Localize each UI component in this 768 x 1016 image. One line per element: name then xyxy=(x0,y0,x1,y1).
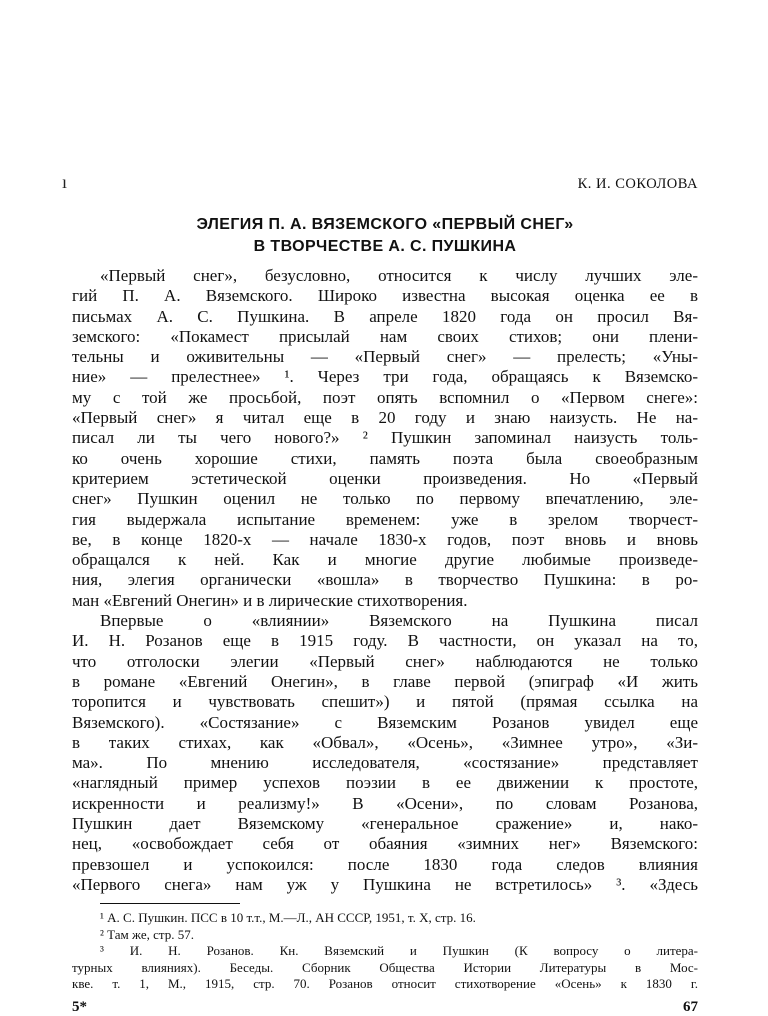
title-line-1: ЭЛЕГИЯ П. А. ВЯЗЕМСКОГО «ПЕРВЫЙ СНЕГ» xyxy=(196,216,574,233)
text-line: Впервые о «влиянии» Вяземского на Пушкина писал xyxy=(100,611,698,631)
footnote-1: ¹ А. С. Пушкин. ПСС в 10 т.т., М.—Л., АН СССР, 1951, т. X, стр. 16. xyxy=(100,910,476,926)
text-line: гий П. А. Вяземского. Широко известна высокая оценка ее в xyxy=(72,286,698,306)
text-line: что отголоски элегии «Первый снег» наблюдаются не только xyxy=(72,651,698,671)
text-line: ве, в конце 1820-х — начале 1830-х годов, поэт вновь и вновь xyxy=(72,529,698,549)
text-line: гия выдержала испытание временем: уже в зрелом творчест- xyxy=(72,509,698,529)
text-line: му с той же просьбой, поэт опять вспомнил о «Первом снеге»: xyxy=(72,387,698,407)
text-line: ма». По мнению исследователя, «состязание» представляет xyxy=(72,753,698,773)
footnotes xyxy=(72,910,698,993)
article-body xyxy=(72,266,698,895)
text-line: торопится и чувствовать спешит») и пятой (прямая ссылка на xyxy=(72,692,698,712)
text-line: И. Н. Розанов еще в 1915 году. В частности, он указал на то, xyxy=(72,631,698,651)
text-line: Пушкин дает Вяземскому «генеральное сражение» и, нако- xyxy=(72,814,698,834)
page-edge-mark: ı xyxy=(62,172,68,192)
text-line: письмах А. С. Пушкина. В апреле 1820 года он просил Вя- xyxy=(72,306,698,326)
text-line: искренности и реализму!» В «Осени», по словам Розанова, xyxy=(72,793,698,813)
text-line: нец, «освобождает себя от обаяния «зимних нег» Вяземского: xyxy=(72,834,698,854)
text-line: писал ли ты чего нового?» ² Пушкин запоминал наизусть толь- xyxy=(72,428,698,448)
footnote-3-cont: кве. т. 1, М., 1915, стр. 70. Розанов относит стихотворение «Осень» к 1830 г. xyxy=(72,976,698,992)
page-number: 67 xyxy=(683,998,698,1015)
text-line: «наглядный пример успехов поэзии в ее движении к простоте, xyxy=(72,773,698,793)
text-line: «Первого снега» нам уж у Пушкина не встретилось» ³. «Здесь xyxy=(72,874,698,894)
text-line: ко очень хорошие стихи, память поэта была своеобразным xyxy=(72,448,698,468)
text-line: тельны и оживительны — «Первый снег» — прелесть; «Уны- xyxy=(72,347,698,367)
text-line: Вяземского). «Состязание» с Вяземским Розанов увидел еще xyxy=(72,712,698,732)
text-line: снег» Пушкин оценил не только по первому впечатлению, эле- xyxy=(72,489,698,509)
text-line: ман «Евгений Онегин» и в лирические стихотворения. xyxy=(72,590,468,610)
footnote-3: ³ И. Н. Розанов. Кн. Вяземский и Пушкин (К вопросу о литера- xyxy=(100,943,698,959)
text-line: в романе «Евгений Онегин», в главе первой (эпиграф «И жить xyxy=(72,671,698,691)
footnote-divider xyxy=(100,903,240,904)
text-line: ние» — прелестнее» ¹. Через три года, обращаясь к Вяземско- xyxy=(72,367,698,387)
article-page xyxy=(72,170,698,1016)
text-line: «Первый снег», безусловно, относится к числу лучших эле- xyxy=(100,266,698,285)
page-footer xyxy=(72,999,698,1016)
article-title xyxy=(72,214,698,258)
text-line: «Первый снег» я читал еще в 20 году и знаю наизусть. Не на- xyxy=(72,408,698,428)
title-line-2: В ТВОРЧЕСТВЕ А. С. ПУШКИНА xyxy=(253,238,517,255)
text-line: ния, элегия органически «вошла» в творчество Пушкина: в ро- xyxy=(72,570,698,590)
footnote-2: ² Там же, стр. 57. xyxy=(100,926,194,942)
text-line: в таких стихах, как «Обвал», «Осень», «Зимнее утро», «Зи- xyxy=(72,732,698,752)
footnote-3-cont: турных влияниях). Беседы. Сборник Общества Истории Литературы в Мос- xyxy=(72,959,698,975)
text-line: обращался к ней. Как и многие другие любимые произведе- xyxy=(72,550,698,570)
author-name: К. И. СОКОЛОВА xyxy=(577,176,698,192)
text-line: превзошел и успокоился: после 1830 года следов влияния xyxy=(72,854,698,874)
text-line: земского: «Покамест присылай нам своих стихов; они плени- xyxy=(72,326,698,346)
text-line: критерием эстетической оценки произведения. Но «Первый xyxy=(72,468,698,488)
signature-mark: 5* xyxy=(72,998,87,1015)
